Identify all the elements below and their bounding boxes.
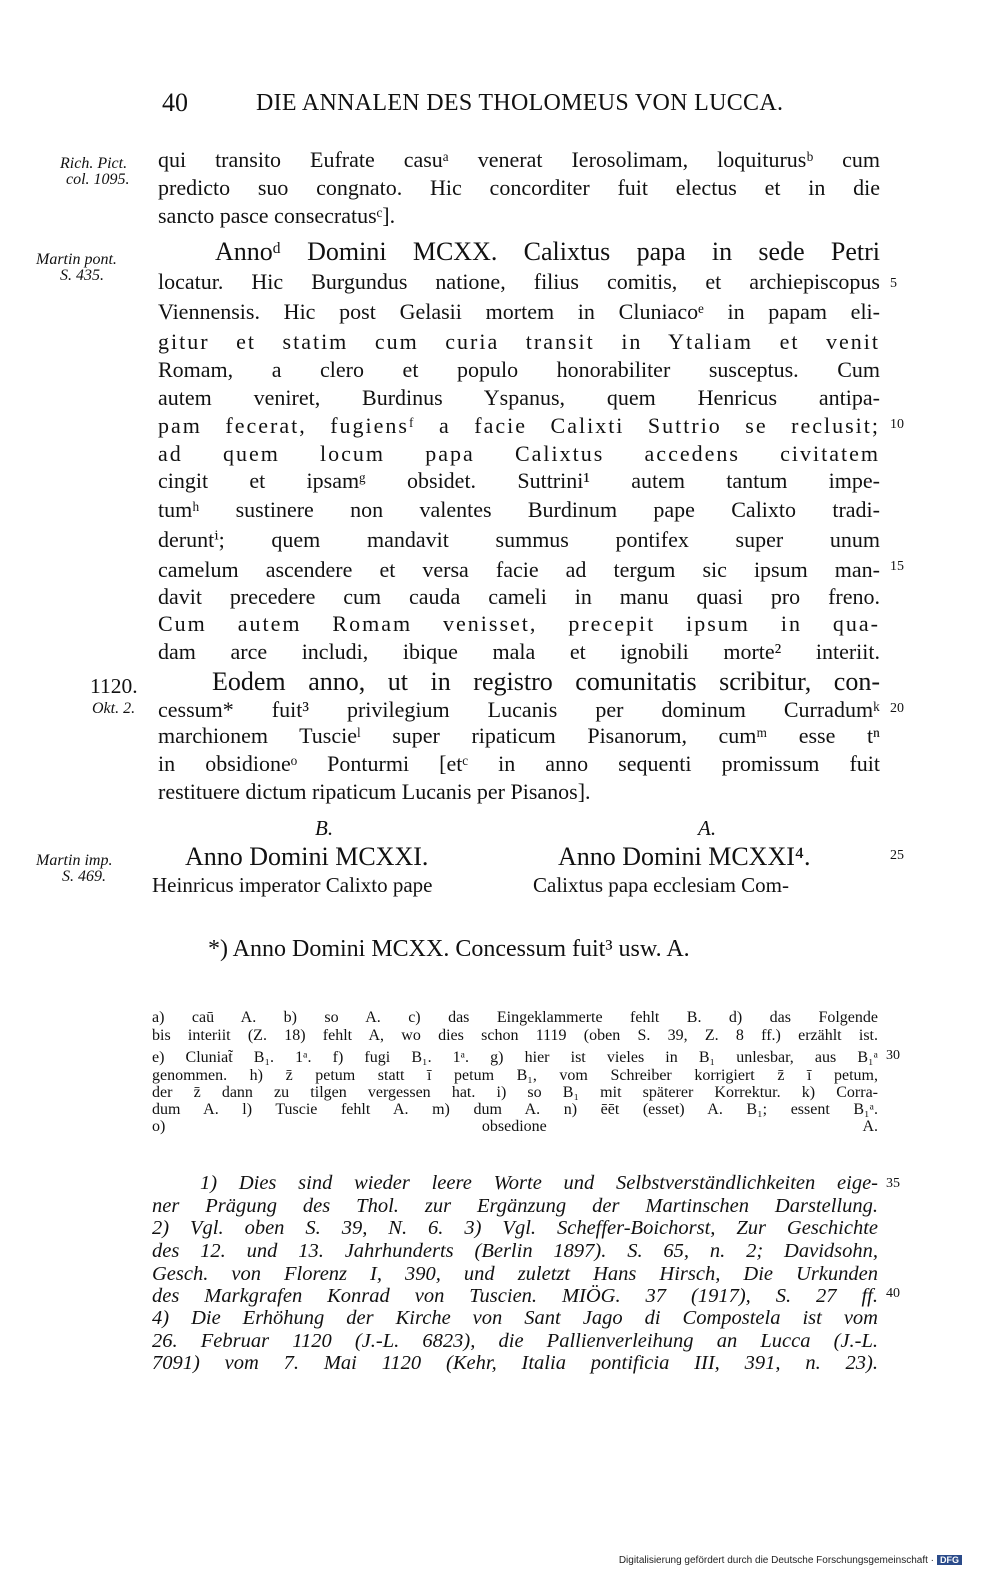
column-a-heading: Anno Domini MCXXI⁴. bbox=[558, 842, 811, 871]
margin-note-martin-pont-page: S. 435. bbox=[60, 267, 104, 284]
margin-year: 1120. bbox=[90, 674, 138, 698]
running-title: DIE ANNALEN DES THOLOMEUS VON LUCCA. bbox=[256, 90, 784, 116]
text-line: Viennensis. Hic post Gelasii mortem in Cluniacoᵉ in papam eli- bbox=[158, 299, 880, 324]
apparatus-line: dum A. l) Tuscie fehlt A. m) dum A. n) ēēt (esset) A. B₁; essent B₁ᵃ. bbox=[152, 1101, 878, 1118]
apparatus-line: bis interiit (Z. 18) fehlt A, wo dies schon 1119 (oben S. 39, Z. 8 ff.) erzählt ist. bbox=[152, 1027, 878, 1044]
line-number: 40 bbox=[886, 1286, 900, 1301]
text-line: dam arce includi, ibique mala et ignobili morte² interiit. bbox=[158, 639, 880, 664]
column-label-b: B. bbox=[315, 816, 334, 840]
line-number: 30 bbox=[886, 1048, 900, 1063]
text-line: autem veniret, Burdinus Yspanus, quem Henricus antipa- bbox=[158, 385, 880, 410]
text-line: ad quem locum papa Calixtus accedens civitatem bbox=[158, 441, 880, 466]
page-number: 40 bbox=[162, 88, 188, 117]
footnote-line: 4) Die Erhöhung der Kirche von Sant Jago di Compostela ist vom bbox=[152, 1307, 878, 1329]
text-line: camelum ascendere et versa facie ad tergum sic ipsum man- bbox=[158, 557, 880, 582]
text-line: cingit et ipsamᵍ obsidet. Suttrini¹ autem tantum impe- bbox=[158, 468, 880, 493]
text-line: predicto suo congnato. Hic concorditer fuit electus et in die bbox=[158, 175, 880, 200]
footnote-line: Gesch. von Florenz I, 390, und zuletzt Hans Hirsch, Die Urkunden bbox=[152, 1263, 878, 1285]
text-line: Romam, a clero et populo honorabiliter susceptus. Cum bbox=[158, 357, 880, 382]
footnote-line: 1) Dies sind wieder leere Worte und Selbstverständlichkeiten eige- bbox=[200, 1172, 878, 1194]
text-line: Eodem anno, ut in registro comunitatis scribitur, con- bbox=[212, 667, 880, 696]
margin-note-martin-pont: Martin pont. bbox=[36, 251, 117, 268]
text-line: deruntⁱ; quem mandavit summus pontifex super unum bbox=[158, 527, 880, 552]
margin-date: Okt. 2. bbox=[92, 700, 136, 717]
footnote-line: des 12. und 13. Jahrhunderts (Berlin 1897). S. 65, n. 2; Davidsohn, bbox=[152, 1240, 878, 1262]
column-b-heading: Anno Domini MCXXI. bbox=[185, 842, 429, 871]
apparatus-line: genommen. h) z̄ petum statt ī petum B₁, vom Schreiber korrigiert z̄ ī petum, bbox=[152, 1067, 878, 1084]
text-line: gitur et statim cum curia transit in Ytaliam et venit bbox=[158, 329, 880, 354]
text-line: Annoᵈ Domini MCXX. Calixtus papa in sede Petri bbox=[215, 237, 880, 266]
footnote-line: 2) Vgl. oben S. 39, N. 6. 3) Vgl. Scheffer-Boichorst, Zur Geschichte bbox=[152, 1217, 878, 1239]
text-line: locatur. Hic Burgundus natione, filius comitis, et archiepiscopus bbox=[158, 269, 880, 294]
text-line: marchionem Tuscieˡ super ripaticum Pisanorum, cumᵐ esse tⁿ bbox=[158, 723, 880, 748]
footnote-line: des Markgrafen Konrad von Tuscien. MIÖG. 37 (1917), S. 27 ff. bbox=[152, 1285, 878, 1307]
apparatus-line: der z̄ dann zu tilgen vergessen hat. i) so B₁ mit späterer Korrektur. k) Corra- bbox=[152, 1084, 878, 1101]
text-line: davit precedere cum cauda cameli in manu quasi pro freno. bbox=[158, 584, 880, 609]
line-number: 35 bbox=[886, 1176, 900, 1191]
margin-note-rich-col: col. 1095. bbox=[66, 171, 130, 188]
line-number: 20 bbox=[890, 701, 904, 716]
column-a-text: Calixtus papa ecclesiam Com- bbox=[533, 873, 790, 897]
text-line: cessum* fuit³ privilegium Lucanis per dominum Curradumᵏ bbox=[158, 697, 880, 722]
column-label-a: A. bbox=[698, 816, 717, 840]
text-line: Cum autem Romam venisset, precepit ipsum in qua- bbox=[158, 611, 880, 636]
digitization-credit bbox=[619, 1555, 962, 1566]
line-number: 25 bbox=[890, 848, 904, 863]
dfg-logo: DFG bbox=[937, 1555, 962, 1565]
text-line: sancto pasce consecratusᶜ]. bbox=[158, 203, 396, 228]
apparatus-line: a) caū A. b) so A. c) das Eingeklammerte fehlt B. d) das Folgende bbox=[152, 1009, 878, 1026]
star-footnote: *) Anno Domini MCXX. Concessum fuit³ usw. A. bbox=[208, 936, 690, 962]
credit-text: Digitalisierung gefördert durch die Deutsche Forschungsgemeinschaft · bbox=[618, 1555, 934, 1566]
apparatus-line: o) obsedione A. bbox=[152, 1118, 878, 1135]
text-line: qui transito Eufrate casuᵃ venerat Ierosolimam, loquiturusᵇ cum bbox=[158, 147, 880, 172]
line-number: 15 bbox=[890, 559, 904, 574]
text-line: pam fecerat, fugiensᶠ a facie Calixti Suttrio se reclusit; bbox=[158, 413, 880, 438]
column-b-text: Heinricus imperator Calixto pape bbox=[152, 873, 433, 897]
margin-note-martin-imp-page: S. 469. bbox=[62, 868, 106, 885]
margin-note-martin-imp: Martin imp. bbox=[36, 852, 113, 869]
text-line: tumʰ sustinere non valentes Burdinum pape Calixto tradi- bbox=[158, 497, 880, 522]
margin-note-rich-pict: Rich. Pict. bbox=[60, 155, 128, 172]
footnote-line: 7091) vom 7. Mai 1120 (Kehr, Italia pontificia III, 391, n. 23). bbox=[152, 1352, 878, 1374]
text-line: in obsidioneᵒ Ponturmi [etᶜ in anno sequenti promissum fuit bbox=[158, 751, 880, 776]
apparatus-line: e) Cluniat̃ B₁. 1ᵃ. f) fugi B₁. 1ᵃ. g) hier ist vieles in B₁ unlesbar, aus B₁ᵃ bbox=[152, 1049, 878, 1066]
line-number: 5 bbox=[890, 276, 897, 291]
footnote-line: 26. Februar 1120 (J.-L. 6823), die Pallienverleihung an Lucca (J.-L. bbox=[152, 1330, 878, 1352]
line-number: 10 bbox=[890, 417, 904, 432]
footnote-line: ner Prägung des Thol. zur Ergänzung der Martinschen Darstellung. bbox=[152, 1195, 878, 1217]
text-line: restituere dictum ripaticum Lucanis per Pisanos]. bbox=[158, 779, 591, 804]
